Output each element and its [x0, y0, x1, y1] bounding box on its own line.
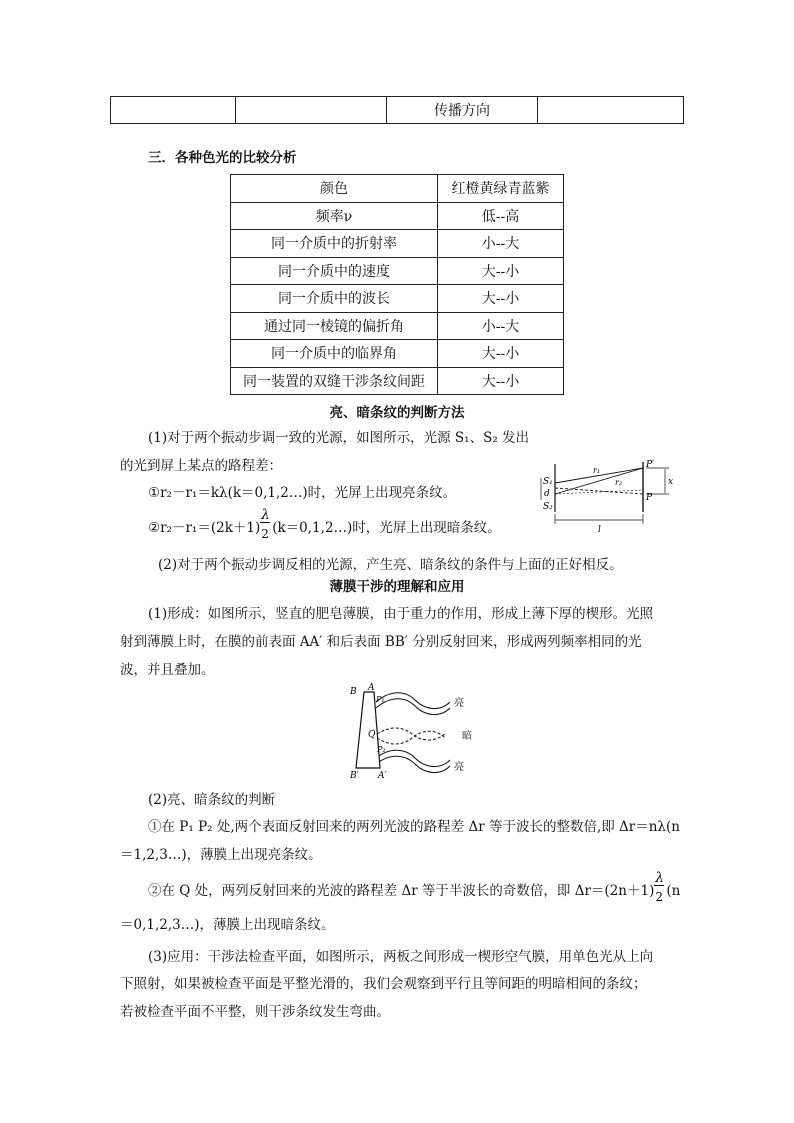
- fraction: [654, 870, 666, 904]
- property-cell: 同一介质中的折射率: [231, 230, 438, 258]
- property-cell: 同一介质中的波长: [231, 285, 438, 313]
- property-cell: 颜色: [231, 175, 438, 203]
- table-cell: [236, 97, 387, 124]
- label-b: B: [350, 687, 357, 697]
- table-row: [231, 312, 564, 340]
- label-a: A: [368, 683, 375, 693]
- label-r1: r₁: [593, 466, 601, 475]
- condition-bright: ①r₂－r₁＝kλ(k＝0,1,2…)时，光屏上出现亮条纹。: [148, 485, 457, 501]
- label-p-prime: P′: [646, 460, 655, 470]
- property-cell: 同一装置的双缝干涉条纹间距: [231, 367, 438, 395]
- fraction-bar: [260, 522, 270, 523]
- paragraph: 射到薄膜上时，在膜的前表面 AA′ 和后表面 BB′ 分别反射回来，形成两列频率相同的光: [120, 634, 642, 650]
- label-p: P: [646, 493, 653, 503]
- soap-film-diagram: [350, 682, 480, 782]
- film-heading: 薄膜干涉的理解和应用: [329, 579, 465, 595]
- label-l: l: [598, 525, 601, 535]
- value-cell: 小--大: [438, 312, 564, 340]
- formula-part: (n: [666, 883, 681, 899]
- paragraph: (1)形成：如图所示，竖直的肥皂薄膜，由于重力的作用，形成上薄下厚的楔形。光照: [148, 606, 654, 622]
- paragraph: ①在 P₁ P₂ 处,两个表面反射回来的两列光波的路程差 Δr 等于波长的整数倍,即 Δr＝nλ(n: [148, 819, 680, 835]
- label-b-prime: B′: [350, 771, 359, 781]
- value-cell: 大--小: [438, 285, 564, 313]
- table-cell: 传播方向: [387, 97, 538, 124]
- fraction: [260, 507, 272, 541]
- paragraph: 波，并且叠加。: [120, 662, 215, 678]
- property-cell: 同一介质中的临界角: [231, 340, 438, 368]
- fraction-denominator: 2: [261, 527, 269, 541]
- paragraph: (3)应用：干涉法检查平面，如图所示，两板之间形成一楔形空气膜，用单色光从上向: [148, 949, 654, 965]
- subheading: (2)亮、暗条纹的判断: [148, 792, 276, 808]
- paragraph: [148, 870, 681, 904]
- paragraph: 若被检查平面不平整，则干涉条纹发生弯曲。: [120, 1004, 390, 1020]
- value-cell: 大--小: [438, 367, 564, 395]
- double-slit-diagram: [535, 460, 695, 542]
- property-cell: 同一介质中的速度: [231, 257, 438, 285]
- formula-part: ②r₂－r₁＝(2k＋1): [148, 520, 261, 536]
- label-dark: 暗: [462, 731, 472, 742]
- label-s1: S₁: [543, 477, 553, 487]
- top-table: [110, 96, 684, 124]
- value-cell: 小--大: [438, 230, 564, 258]
- label-d: d: [544, 489, 550, 499]
- table-row: [231, 257, 564, 285]
- value-cell: 红橙黄绿青蓝紫: [438, 175, 564, 203]
- table-row: [231, 285, 564, 313]
- label-r2: r₂: [615, 478, 623, 487]
- property-cell: 频率ν: [231, 202, 438, 230]
- paragraph: (2)对于两个振动步调反相的光源，产生亮、暗条纹的条件与上面的正好相反。: [158, 557, 623, 573]
- table-row: [231, 340, 564, 368]
- table-row: [231, 230, 564, 258]
- table-row: [231, 202, 564, 230]
- table-cell: [111, 97, 236, 124]
- paragraph: 下照射，如果被检查平面是平整光滑的，我们会观察到平行且等间距的明暗相间的条纹；: [120, 976, 647, 992]
- table-row: [231, 367, 564, 395]
- label-bright: 亮: [454, 762, 464, 773]
- paragraph: ＝0,1,2,3…)，薄膜上出现暗条纹。: [120, 917, 335, 933]
- label-p2: P₂: [377, 745, 386, 754]
- fraction-numerator: λ: [261, 507, 270, 523]
- condition-dark: [148, 507, 501, 541]
- property-cell: 通过同一棱镜的偏折角: [231, 312, 438, 340]
- table-row: [111, 97, 684, 124]
- paragraph: (1)对于两个振动步调一致的光源，如图所示，光源 S₁、S₂ 发出: [148, 430, 530, 446]
- formula-part: (k＝0,1,2…)时，光屏上出现暗条纹。: [272, 520, 501, 536]
- value-cell: 大--小: [438, 257, 564, 285]
- section-heading: 三．各种色光的比较分析: [148, 150, 297, 166]
- fraction-numerator: λ: [655, 870, 664, 886]
- fraction-denominator: 2: [655, 890, 663, 904]
- table-row: [231, 175, 564, 203]
- color-compare-table: [230, 174, 564, 395]
- paragraph: ＝1,2,3…)，薄膜上出现亮条纹。: [120, 847, 322, 863]
- value-cell: 低--高: [438, 202, 564, 230]
- fringe-heading: 亮、暗条纹的判断方法: [329, 405, 465, 421]
- label-bright: 亮: [454, 698, 464, 709]
- value-cell: 大--小: [438, 340, 564, 368]
- formula-part: ②在 Q 处，两列反射回来的光波的路程差 Δr 等于半波长的奇数倍，即 Δr＝(2n＋1): [148, 883, 655, 899]
- label-x: x: [668, 477, 674, 487]
- label-p1: P₁: [376, 695, 385, 704]
- label-q: Q: [368, 730, 376, 740]
- label-s2: S₂: [543, 502, 553, 512]
- paragraph: 的光到屏上某点的路程差：: [120, 458, 282, 474]
- label-a-prime: A′: [378, 771, 387, 781]
- fraction-bar: [654, 885, 664, 886]
- table-cell: [538, 97, 684, 124]
